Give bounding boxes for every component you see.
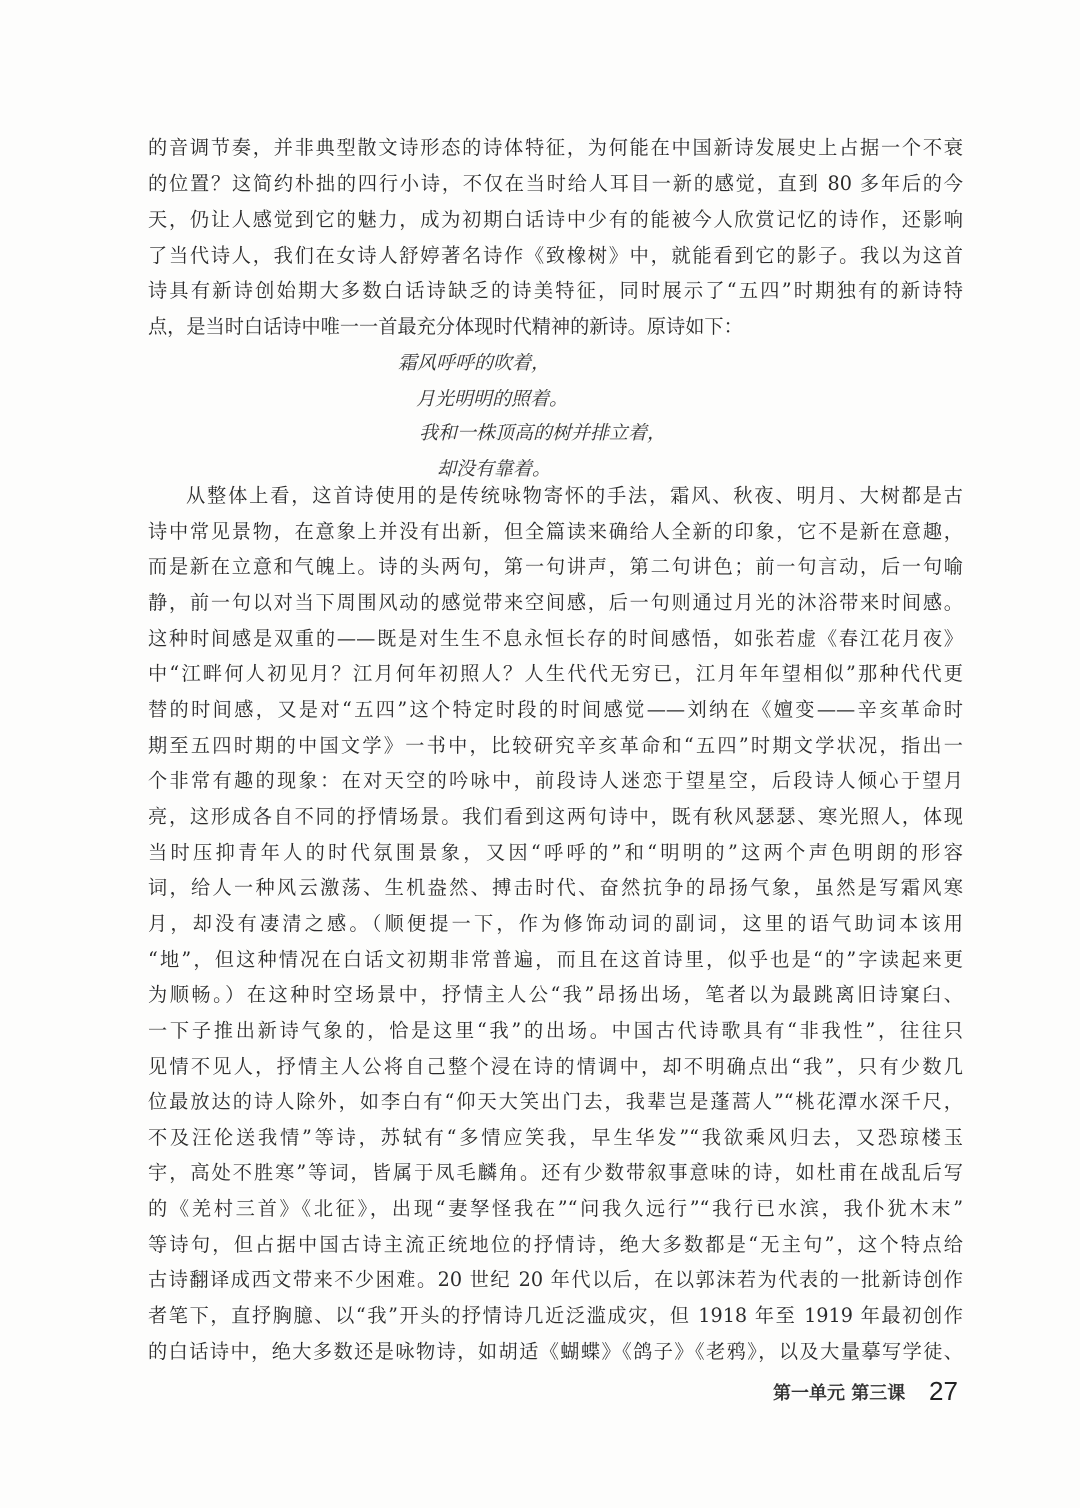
text-line: 者笔下，直抒胸臆、以“我”开头的抒情诗几近泛滥成灾，但 1918 年至 1919 年最初创作 [148, 1304, 963, 1327]
text-line: 亮，这形成各自不同的抒情场景。我们看到这两句诗中，既有秋风瑟瑟、寒光照人，体现 [148, 805, 963, 828]
text-line: 不及汪伦送我情”等诗，苏轼有“多情应笑我，早生华发”“我欲乘风归去，又恐琼楼玉 [148, 1126, 963, 1149]
text-line: 的白话诗中，绝大多数还是咏物诗，如胡适《蝴蝶》《鸽子》《老鸦》，以及大量摹写学徒、 [148, 1340, 963, 1363]
poem-line: 我和一株顶高的树并排立着， [419, 422, 667, 444]
text-line: 的位置？这简约朴拙的四行小诗，不仅在当时给人耳目一新的感觉，直到 80 多年后的今 [148, 172, 963, 195]
text-line: 宇，高处不胜寒”等词，皆属于凤毛麟角。还有少数带叙事意味的诗，如杜甫在战乱后写 [148, 1161, 963, 1184]
text-line: “地”，但这种情况在白话文初期非常普遍，而且在这首诗里，似乎也是“的”字读起来更 [148, 948, 963, 971]
text-line: 词，给人一种风云激荡、生机盎然、搏击时代、奋然抗争的昂扬气象，虽然是写霜风寒 [148, 876, 963, 899]
unit-lesson-label: 第一单元 第三课 [773, 1383, 906, 1404]
text-line: 的《羌村三首》《北征》，出现“妻孥怪我在”“问我久远行”“我行已水滨，我仆犹木末” [148, 1197, 963, 1220]
text-line: 静，前一句以对当下周围风动的感觉带来空间感，后一句则通过月光的沐浴带来时间感。 [148, 591, 963, 614]
text-line: 替的时间感，又是对“五四”这个特定时段的时间感觉——刘纳在《嬗变——辛亥革命时 [148, 698, 963, 721]
text-line: 诗中常见景物，在意象上并没有出新，但全篇读来确给人全新的印象，它不是新在意趣， [148, 520, 963, 543]
text-line: 个非常有趣的现象：在对天空的吟咏中，前段诗人迷恋于望星空，后段诗人倾心于望月 [148, 769, 963, 792]
poem-line: 霜风呼呼的吹着， [398, 352, 551, 374]
text-line: 等诗句，但占据中国古诗主流正统地位的抒情诗，绝大多数都是“无主句”，这个特点给 [148, 1233, 963, 1256]
text-line: 一下子推出新诗气象的，恰是这里“我”的出场。中国古代诗歌具有“非我性”，往往只 [148, 1019, 963, 1042]
text-line: 当时压抑青年人的时代氛围景象，又因“呼呼的”和“明明的”这两个声色明朗的形容 [148, 841, 963, 864]
page-number: 27 [929, 1376, 958, 1406]
text-line: 古诗翻译成西文带来不少困难。20 世纪 20 年代以后，在以郭沫若为代表的一批新诗创作 [148, 1268, 963, 1291]
text-line: 为顺畅。）在这种时空场景中，抒情主人公“我”昂扬出场，笔者以为最跳离旧诗窠臼、 [148, 983, 963, 1006]
poem-line: 月光明明的照着。 [416, 388, 569, 410]
text-line: 的音调节奏，并非典型散文诗形态的诗体特征，为何能在中国新诗发展史上占据一个不衰 [148, 136, 963, 159]
text-line: 见情不见人，抒情主人公将自己整个浸在诗的情调中，却不明确点出“我”，只有少数几 [148, 1055, 963, 1078]
poem-line: 却没有靠着。 [437, 458, 552, 480]
text-line: 位最放达的诗人除外，如李白有“仰天大笑出门去，我辈岂是蓬蒿人”“桃花潭水深千尺， [148, 1090, 963, 1113]
text-line: 从整体上看，这首诗使用的是传统咏物寄怀的手法，霜风、秋夜、明月、大树都是古 [186, 484, 963, 507]
text-line: 点，是当时白话诗中唯一一首最充分体现时代精神的新诗。原诗如下： [148, 315, 743, 338]
text-line: 中“江畔何人初见月？江月何年初照人？人生代代无穷已，江月年年望相似”那种代代更 [148, 662, 963, 685]
text-line: 了当代诗人，我们在女诗人舒婷著名诗作《致橡树》中，就能看到它的影子。我以为这首 [148, 244, 963, 267]
text-line: 这种时间感是双重的——既是对生生不息永恒长存的时间感悟，如张若虚《春江花月夜》 [148, 627, 963, 650]
text-line: 天，仍让人感觉到它的魅力，成为初期白话诗中少有的能被今人欣赏记忆的诗作，还影响 [148, 208, 963, 231]
text-line: 期至五四时期的中国文学》一书中，比较研究辛亥革命和“五四”时期文学状况，指出一 [148, 734, 963, 757]
text-line: 而是新在立意和气魄上。诗的头两句，第一句讲声，第二句讲色；前一句言动，后一句喻 [148, 555, 963, 578]
text-line: 诗具有新诗创始期大多数白话诗缺乏的诗美特征，同时展示了“五四”时期独有的新诗特 [148, 279, 963, 302]
text-line: 月，却没有凄清之感。（顺便提一下，作为修饰动词的副词，这里的语气助词本该用 [148, 912, 963, 935]
